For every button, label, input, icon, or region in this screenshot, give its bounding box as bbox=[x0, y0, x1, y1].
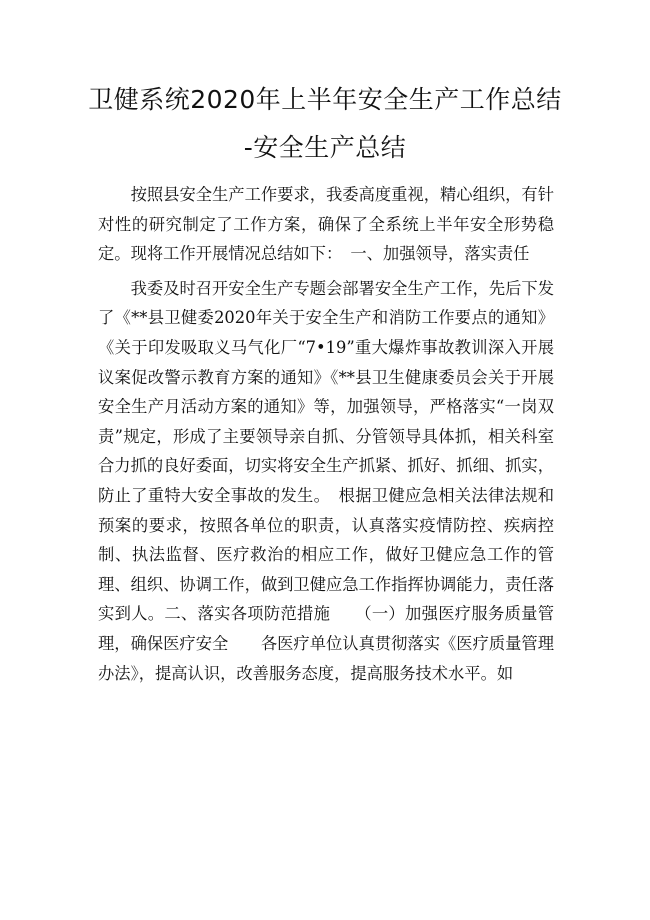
document-subtitle: -安全生产总结 bbox=[243, 133, 407, 162]
document-title: 卫健系统2020年上半年安全生产工作总结 bbox=[88, 85, 562, 114]
body-paragraph: 按照县安全生产工作要求，我委高度重视，精心组织，有针对性的研究制定了工作方案，确保了全系统上半年安全形势稳定。现将工作开展情况总结如下： 一、加强领导，落实责任 bbox=[98, 185, 554, 264]
document-body bbox=[98, 180, 554, 688]
body-paragraph: 我委及时召开安全生产专题会部署安全生产工作，先后下发了《**县卫健委2020年关于安全生产和消防工作要点的通知》《关于印发吸取义马气化厂“7•19”重大爆炸事故教训深入开展议案促改警示教育方案的通知》《**县卫生健康委员会关于开展安全生产月活动方案的通知》等，加强领导，严格落实“一岗双责”规定，形成了主要领导亲自抓、分管领导具体抓，相关科室合力抓的良好委面，切实将安全生产抓紧、抓好、抓细、抓实，防止了重特大安全事故的发生。 根据卫健应急相关法律法规和预案的要求，按照各单位的职责，认真落实疫情防控、疾病控制、执法监督、医疗救治的相应工作，做好卫健应急工作的管理、组织、协调工作，做到卫健应急工作指挥协调能力，责任落实到人。二、落实各项防范措施 （一）加强医疗服务质量管理，确保医疗安全 各医疗单位认真贯彻落实《医疗质量管理办法》，提高认识，改善服务态度，提高服务技术水平。如 bbox=[98, 278, 554, 683]
